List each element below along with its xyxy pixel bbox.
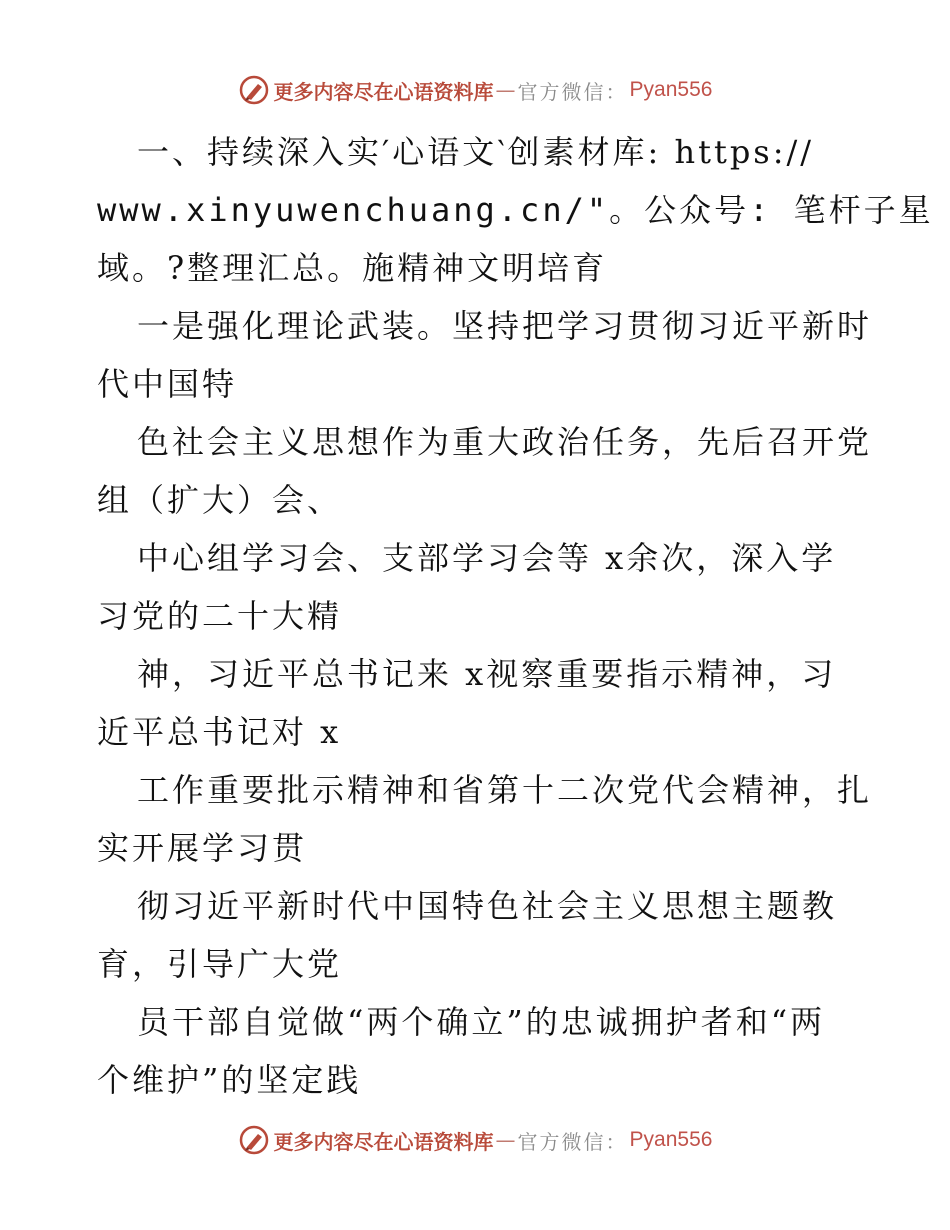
pen-circle-logo-icon	[238, 74, 270, 106]
body-line: 一是强化理论武装。坚持把学习贯彻习近平新时	[137, 307, 873, 345]
footer-wechat-id: Pyan556	[629, 1128, 713, 1151]
footer-site-text: 更多内容尽在心语资料库	[273, 1129, 494, 1154]
footer-dash: —	[495, 1128, 516, 1152]
body-line: 工作重要批示精神和省第十二次党代会精神，扎	[137, 771, 873, 809]
header-banner	[0, 70, 950, 110]
header-dash: —	[495, 78, 516, 102]
header-wechat-label: 官方微信：	[517, 79, 628, 104]
body-line: 中心组学习会、支部学习会等 x余次，深入学	[137, 539, 837, 577]
body-line: 域。?整理汇总。施精神文明培育	[97, 249, 608, 287]
body-line: 近平总书记对 x	[97, 713, 342, 751]
body-line: 个维护”的坚定践	[97, 1061, 362, 1099]
body-line: 一、持续深入实′心语文‵创素材库: https://	[137, 133, 815, 171]
pen-circle-logo-icon	[238, 1124, 270, 1156]
footer-wechat-label: 官方微信：	[517, 1129, 628, 1154]
body-line: 色社会主义思想作为重大政治任务，先后召开党	[137, 423, 873, 461]
header-wechat-id: Pyan556	[629, 78, 713, 101]
body-line: www.xinyuwenchuang.cn/"。公众号: 笔杆子星	[97, 191, 934, 229]
document-body	[97, 123, 934, 1109]
body-line: 神，习近平总书记来 x视察重要指示精神，习	[137, 655, 837, 693]
body-line: 组（扩大）会、	[97, 481, 343, 519]
body-line: 代中国特	[97, 365, 238, 403]
body-line: 育，引导广大党	[97, 945, 343, 983]
header-site-text: 更多内容尽在心语资料库	[273, 79, 494, 104]
footer-banner	[0, 1120, 950, 1160]
body-line: 员干部自觉做“两个确立”的忠诚拥护者和“两	[137, 1003, 826, 1041]
body-line: 实开展学习贯	[97, 829, 308, 867]
body-line: 习党的二十大精	[97, 597, 343, 635]
body-line: 彻习近平新时代中国特色社会主义思想主题教	[137, 887, 838, 925]
